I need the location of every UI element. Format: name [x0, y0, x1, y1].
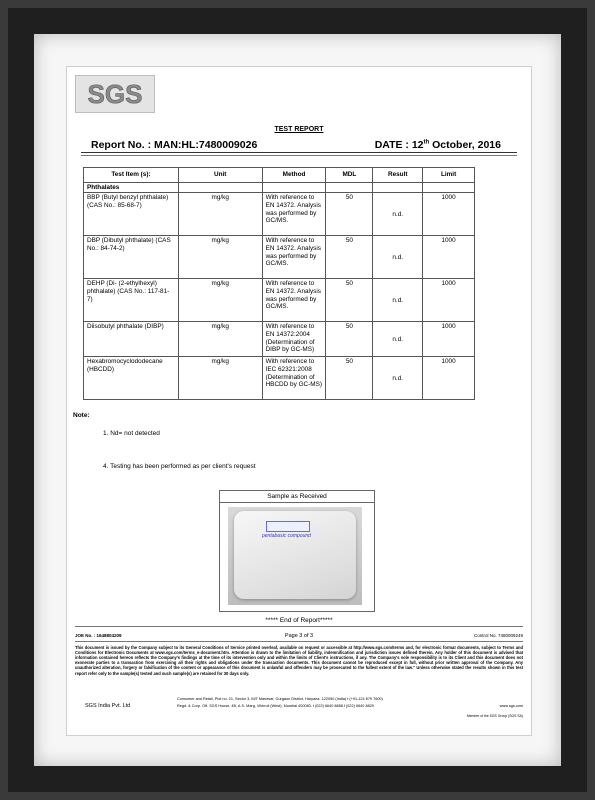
cell-mdl: 50	[326, 357, 373, 400]
company-address-line: Regd. & Corp. Off. SGS House, 4B, A.S. Marg, Vikhroli (West), Mumbai 400083. t (022) 6640 8888 f (022) 6640 8829	[177, 704, 374, 708]
svg-text:SGS: SGS	[87, 79, 143, 109]
sgs-logo	[75, 75, 155, 113]
joe-number: JOE No. : 1648804209	[75, 633, 122, 638]
cell-unit: mg/kg	[178, 322, 262, 357]
cell-method: With reference to EN 14372:2004 (Determination of DIBP by GC-MS)	[262, 322, 326, 357]
website-link[interactable]: www.sgs.com	[499, 704, 523, 708]
table-row	[84, 279, 475, 322]
cell-method: With reference to IEC 62321:2008 (Determination of HBCDD by GC-MS)	[262, 357, 326, 400]
cell-item: Hexabromocyclododecane (HBCDD)	[84, 357, 179, 400]
sample-box	[219, 490, 375, 612]
cell-item: DBP (Dibutyl phthalate) (CAS No.: 84-74-2)	[84, 236, 179, 279]
footer-rule	[75, 626, 523, 627]
group-row	[84, 182, 475, 193]
footer-rule-secondary	[75, 641, 523, 642]
header-rule-secondary	[81, 155, 517, 156]
company-name: SGS India Pvt. Ltd	[85, 703, 131, 709]
table-row	[84, 322, 475, 357]
cell-mdl: 50	[326, 193, 373, 236]
col-header-result: Result	[373, 168, 423, 183]
col-header-unit: Unit	[178, 168, 262, 183]
cell-mdl: 50	[326, 279, 373, 322]
report-heading: TEST REPORT	[274, 126, 324, 133]
note-label: Note:	[73, 412, 90, 419]
control-number: Control No. 7480009249	[473, 633, 523, 638]
cell-unit: mg/kg	[178, 279, 262, 322]
report-number: Report No. : MAN:HL:7480009026	[91, 139, 258, 151]
end-of-report: ***** End of Report*****	[265, 617, 333, 624]
table-header-row	[84, 168, 475, 183]
cell-result: n.d.	[373, 279, 423, 322]
cell-limit: 1000	[423, 322, 475, 357]
legal-disclaimer: This document is issued by the Company subject to its General Conditions of Service printed overleaf, available on request or accessible at http://www.sgs.com/terms and, for electronic format documents, subject to Terms and Conditions for Electronic Documents at www.sgs.com/terms_e-document.htm. Attention is drawn to the limitation of liability, indemnification and jurisdiction issues defined therein. Any holder of this document is advised that information contained hereon reflects the Company's findings at the time of its intervention only and within the limits of Client's instructions, if any. The Company's sole responsibility is to its Client and this document does not exonerate parties to a transaction from exercising all their rights and obligations under the transaction documents. This document cannot be reproduced except in full, without prior written approval of the Company. Any unauthorized alteration, forgery or falsification of the content or appearance of this document is unlawful and offenders may be prosecuted to the fullest extent of the law." Unless otherwise stated the results shown in this test report refer only to the sample(s) tested and such sample(s) are retained for 30 days only.	[75, 645, 523, 676]
cell-result: n.d.	[373, 322, 423, 357]
test-results-table	[83, 167, 475, 400]
cell-method: With reference to EN 14372. Analysis was performed by GC/MS.	[262, 236, 326, 279]
col-header-mdl: MDL	[326, 168, 373, 183]
cell-method: With reference to EN 14372. Analysis was performed by GC/MS.	[262, 193, 326, 236]
cell-limit: 1000	[423, 279, 475, 322]
cell-limit: 1000	[423, 193, 475, 236]
note-item: 1. Nd= not detected	[103, 430, 160, 437]
cell-method: With reference to EN 14372. Analysis was performed by GC/MS.	[262, 279, 326, 322]
cell-limit: 1000	[423, 357, 475, 400]
cell-item: BBP (Butyl benzyl phthalate) (CAS No.: 85-68-7)	[84, 193, 179, 236]
cell-mdl: 50	[326, 322, 373, 357]
col-header-limit: Limit	[423, 168, 475, 183]
member-note: Member of the SGS Group (SGS SA)	[466, 714, 523, 718]
cell-result: n.d.	[373, 236, 423, 279]
cell-mdl: 50	[326, 236, 373, 279]
bag-handwriting: pentabasic compound	[262, 533, 311, 539]
table-row	[84, 193, 475, 236]
bag-label-sticker	[266, 521, 310, 532]
cell-item: DEHP (Di- (2-ethylhexyl) phthalate) (CAS No.: 117-81-7)	[84, 279, 179, 322]
certificate-page	[66, 66, 532, 736]
company-address-line: Consumer and Retail, Plot no. 21, Sector 3, IMT Manesar, Gurgaon District, Haryana- 122050 (India) t (+91-124 679 7600)	[177, 697, 383, 701]
col-header-method: Method	[262, 168, 326, 183]
cell-result: n.d.	[373, 193, 423, 236]
cell-unit: mg/kg	[178, 236, 262, 279]
cell-item: Diisobutyl phthalate (DIBP)	[84, 322, 179, 357]
cell-unit: mg/kg	[178, 357, 262, 400]
table-row	[84, 357, 475, 400]
sample-bag-image	[234, 511, 356, 599]
sample-photo	[228, 507, 362, 605]
group-label: Phthalates	[84, 182, 179, 193]
note-item: 4. Testing has been performed as per client's request	[103, 463, 256, 470]
sgs-logo-mark	[80, 79, 150, 109]
cell-unit: mg/kg	[178, 193, 262, 236]
sample-title: Sample as Received	[220, 491, 374, 503]
header-rule	[81, 152, 517, 153]
cell-limit: 1000	[423, 236, 475, 279]
table-row	[84, 236, 475, 279]
col-header-item: Test Item (s):	[84, 168, 179, 183]
report-date: DATE : 12th October, 2016	[374, 139, 501, 151]
page-number: Page 3 of 3	[284, 633, 314, 639]
cell-result: n.d.	[373, 357, 423, 400]
